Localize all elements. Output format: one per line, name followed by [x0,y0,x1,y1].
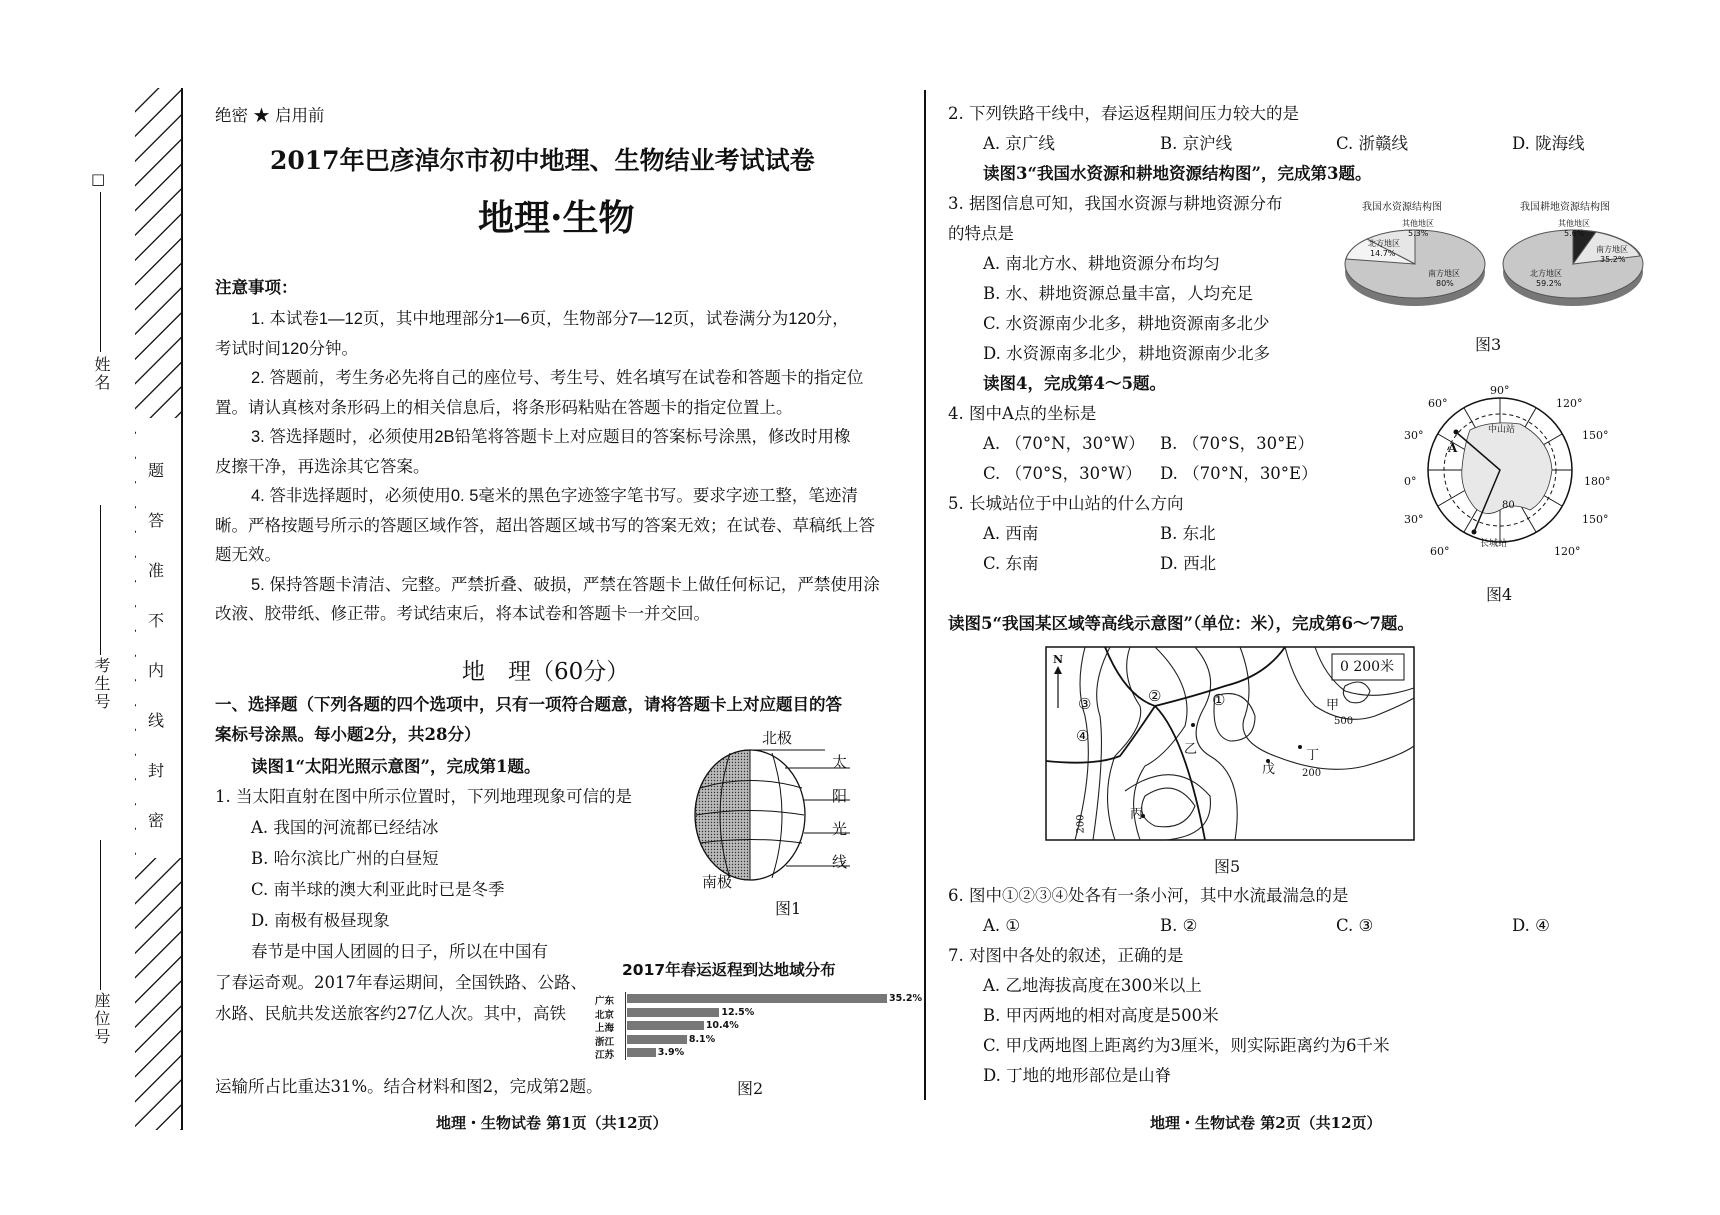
read-fig4: 读图4，完成第4～5题。 [983,374,1166,393]
exam-title: 2017年巴彦淖尔市初中地理、生物结业考试试卷 [270,146,815,175]
seal-char: 答 [148,511,165,530]
read-fig5: 读图5“我国某区域等高线示意图”（单位：米），完成第6～7题。 [948,614,1414,633]
passage-line: 了春运奇观。2017年春运期间，全国铁路、公路、 [215,973,587,992]
fig1-sun-char: 太 [832,753,848,771]
fig3-water-label: 80% [1436,279,1454,288]
note-line: 置。请认真核对条形码上的相关信息后，将条形码粘贴在答题卡的指定位置上。 [215,398,793,417]
note-line: 改液、胶带纸、修正带。考试结束后，将本试卷和答题卡一并交回。 [215,605,710,623]
q7-stem: 7. 对图中各处的叙述，正确的是 [948,946,1184,965]
fig3-land-label: 南方地区 [1596,245,1628,254]
fig1-sun-char: 光 [832,820,848,838]
bar-category-label: 江苏 [595,1050,615,1061]
part1-instruction: 一、选择题（下列各题的四个选项中，只有一项符合题意，请将答题卡上对应题目的答 [215,695,842,714]
q3-option[interactable]: B. 水、耕地资源总量丰富，人均充足 [983,284,1254,303]
fig4-station-label: 中山站 [1488,425,1516,435]
read-fig1: 读图1“太阳光照示意图”，完成第1题。 [251,757,541,776]
fig3-land-title: 我国耕地资源结构图 [1520,202,1610,213]
bar-value-label: 8.1% [688,1033,716,1045]
bar-value-label: 35.2% [889,993,922,1004]
fig4-point-a: A [1448,441,1458,455]
q5-stem: 5. 长城站位于中山站的什么方向 [948,494,1184,513]
q6-option[interactable]: C. ③ [1336,916,1374,935]
fig4-label: 120° [1554,545,1581,558]
fig5-label: 甲 [1326,698,1340,713]
page-divider [924,90,926,1100]
note-line: 考试时间120分钟。 [215,339,359,358]
q5-option[interactable]: C. 东南 [983,554,1039,573]
fig4-caption: 图4 [1486,585,1513,604]
fig4-label: 120° [1556,397,1583,410]
seal-char: 题 [148,461,165,480]
fig5-scale: 0 200米 [1340,659,1395,675]
fig3-land-label: 5.6% [1564,229,1585,238]
bar [627,1021,704,1030]
fig5-label: 丁 [1306,748,1320,763]
bar [627,1035,687,1044]
fig4-label: 150° [1582,513,1609,526]
notes-list [215,305,905,630]
fig4-polar-map [1420,390,1580,550]
read-fig3: 读图3“我国水资源和耕地资源结构图”，完成第3题。 [983,164,1372,183]
seal-char: 内 [148,661,165,680]
fig5-label: ③ [1078,695,1092,713]
fig5-caption: 图5 [1214,857,1241,876]
q7-option[interactable]: C. 甲戊两地图上距离约为3厘米，则实际距离约为6千米 [983,1036,1390,1055]
fig3-water-label: 南方地区 [1428,269,1460,278]
note-line: 晰。严格按题号所示的答题区域作答，超出答题区域书写的答案无效；在试卷、草稿纸上答 [215,516,875,535]
fig5-contour-value: 500 [1334,716,1354,727]
q5-option[interactable]: D. 西北 [1160,554,1217,573]
q2-option[interactable]: D. 陇海线 [1512,134,1585,153]
fig5-label: 戊 [1262,762,1276,777]
q4-option[interactable]: A. （70°N，30°W） [983,434,1145,453]
part1-instruction-2: 案标号涂黑。每小题2分，共28分） [215,725,481,744]
fig4-label: 60° [1428,397,1448,410]
fig5-label: ④ [1076,727,1090,745]
q6-stem: 6. 图中①②③④处各有一条小河，其中水流最湍急的是 [948,886,1349,905]
fig4-label: 30° [1404,429,1424,442]
passage-line: 水路、民航共发送旅客约27亿人次。其中，高铁 [215,1004,566,1023]
fig1-caption: 图1 [775,899,802,918]
note-line: 1. 本试卷1—12页，其中地理部分1—6页，生物部分7—12页，试卷满分为120分， [251,310,849,328]
note-line: 2. 答题前，考生务必先将自己的座位号、考生号、姓名填写在试卷和答题卡的指定位 [251,369,864,387]
exam-no-field[interactable] [86,505,116,725]
q1-option[interactable]: D. 南极有极昼现象 [251,911,390,930]
q5-option[interactable]: B. 东北 [1160,524,1216,543]
chart-title: 2017年春运返程到达地域分布 [622,961,836,979]
fig4-lat-label: 80 [1502,500,1515,511]
passage-line: 春节是中国人团圆的日子，所以在中国有 [251,942,548,961]
page1-footer: 地理・生物试卷 第1页（共12页） [436,1114,668,1132]
q2-stem: 2. 下列铁路干线中，春运返程期间压力较大的是 [948,104,1299,123]
bar-category-label: 上海 [595,1023,615,1034]
fig2-bar-chart [595,992,922,1062]
q2-option[interactable]: A. 京广线 [983,134,1055,153]
q4-option[interactable]: D. （70°N，30°E） [1160,464,1318,483]
seal-char: 不 [148,611,165,630]
note-line: 5. 保持答题卡清洁、完整。严禁折叠、破损，严禁在答题卡上做任何标记，严禁使用涂 [251,575,880,594]
q6-option[interactable]: A. ① [983,916,1021,935]
binding-gap [136,418,182,858]
q1-stem: 1. 当太阳直射在图中所示位置时，下列地理现象可信的是 [215,787,632,806]
section-title: 地 理（60分） [462,659,630,685]
fig3-water-title: 我国水资源结构图 [1362,202,1442,213]
fig4-label: 150° [1582,429,1609,442]
note-line: 3. 答选择题时，必须使用2B铅笔将答题卡上对应题目的答案标号涂黑，修改时用橡 [251,428,851,446]
q3-stem: 的特点是 [948,224,1014,243]
fig4-label: 0° [1404,475,1417,488]
fig5-label: 丙 [1130,807,1144,822]
bar [627,994,887,1003]
secret-mark: 绝密 ★ 启用前 [215,106,325,125]
q4-stem: 4. 图中A点的坐标是 [948,404,1097,423]
passage-line: 运输所占比重达31%。结合材料和图2，完成第2题。 [215,1077,603,1096]
q2-option[interactable]: C. 浙赣线 [1336,134,1409,153]
fig3-caption: 图3 [1475,335,1502,354]
bar-value-label: 3.9% [657,1047,685,1058]
seat-field[interactable] [86,840,116,1060]
fig1-north-label: 北极 [762,729,793,747]
seal-char: 线 [148,711,165,730]
bar [627,1048,656,1057]
note-line: 题无效。 [215,546,281,564]
notes-title: 注意事项： [215,278,298,297]
exam-no-label: 考生号 [92,657,111,711]
seat-label: 座位号 [92,992,111,1046]
q3-option[interactable]: C. 水资源南少北多，耕地资源南多北少 [983,314,1270,333]
seal-char: 封 [148,761,165,780]
fig5-label: ② [1148,687,1162,705]
fig5-label: 乙 [1184,742,1198,757]
q4-option[interactable]: B. （70°S，30°E） [1160,434,1314,453]
q7-option[interactable]: A. 乙地海拔高度在300米以上 [983,976,1202,995]
fig1-sun-char: 阳 [832,787,848,805]
fig1-sun-char: 线 [832,853,848,871]
fig3-land-label: 59.2% [1536,279,1562,288]
q3-stem: 3. 据图信息可知，我国水资源与耕地资源分布 [948,194,1283,213]
bar-category-label: 浙江 [595,1036,615,1048]
q1-option[interactable]: A. 我国的河流都已经结冰 [251,818,439,837]
fig3-land-label: 35.2% [1600,255,1626,264]
fig4-station-label: 长城站 [1480,539,1508,549]
fig4-label: 30° [1404,513,1424,526]
page2-footer: 地理・生物试卷 第2页（共12页） [1150,1114,1382,1132]
box-mark: □ [91,170,106,188]
fig5-north: N [1053,653,1064,666]
q1-option[interactable]: C. 南半球的澳大利亚此时已是冬季 [251,880,505,899]
fig5-label: ① [1212,691,1226,709]
bar-value-label: 12.5% [721,1006,755,1018]
q4-option[interactable]: C. （70°S，30°W） [983,464,1142,483]
bar [627,1008,719,1017]
q7-option[interactable]: D. 丁地的地形部位是山脊 [983,1066,1172,1085]
q2-option[interactable]: B. 京沪线 [1160,134,1233,153]
q3-option[interactable]: D. 水资源南多北少，耕地资源南少北多 [983,344,1271,363]
note-line: 4. 答非选择题时，必须使用0. 5毫米的黑色字迹签字笔书写。要求字迹工整，笔迹清 [251,487,858,505]
q5-option[interactable]: A. 西南 [983,524,1039,543]
bar-value-label: 10.4% [705,1020,739,1031]
q7-option[interactable]: B. 甲丙两地的相对高度是500米 [983,1006,1219,1025]
name-label: 姓名 [92,356,111,392]
fig4-label: 180° [1584,475,1611,488]
seal-char: 准 [148,561,165,580]
q6-option[interactable]: D. ④ [1512,916,1550,935]
note-line: 皮擦干净，再选涂其它答案。 [215,457,430,476]
fig4-label: 60° [1430,545,1450,558]
fig5-contour-value: 200 [1075,814,1087,834]
seal-char: 密 [148,811,165,830]
name-field[interactable] [86,170,116,410]
fig2-caption: 图2 [737,1079,764,1098]
fig3-water-label: 北方地区 [1368,239,1400,248]
fig3-land-label: 北方地区 [1530,269,1562,278]
fig3-water-label: 14.7% [1370,249,1396,258]
fig1-south-label: 南极 [702,873,733,891]
fig4-label: 90° [1490,384,1510,397]
binding-line [181,88,183,1130]
bar-category-label: 北京 [595,1009,615,1021]
exam-subtitle: 地理·生物 [478,197,635,239]
fig3-water-label: 其他地区 [1402,219,1434,228]
fig3-water-label: 5.3% [1408,229,1429,238]
q1-option[interactable]: B. 哈尔滨比广州的白昼短 [251,849,439,868]
q6-option[interactable]: B. ② [1160,916,1198,935]
fig5-contour-value: 200 [1302,768,1322,779]
bar-category-label: 广东 [595,996,615,1007]
q3-option[interactable]: A. 南北方水、耕地资源分布均匀 [983,254,1220,273]
fig3-land-label: 其他地区 [1558,219,1590,228]
